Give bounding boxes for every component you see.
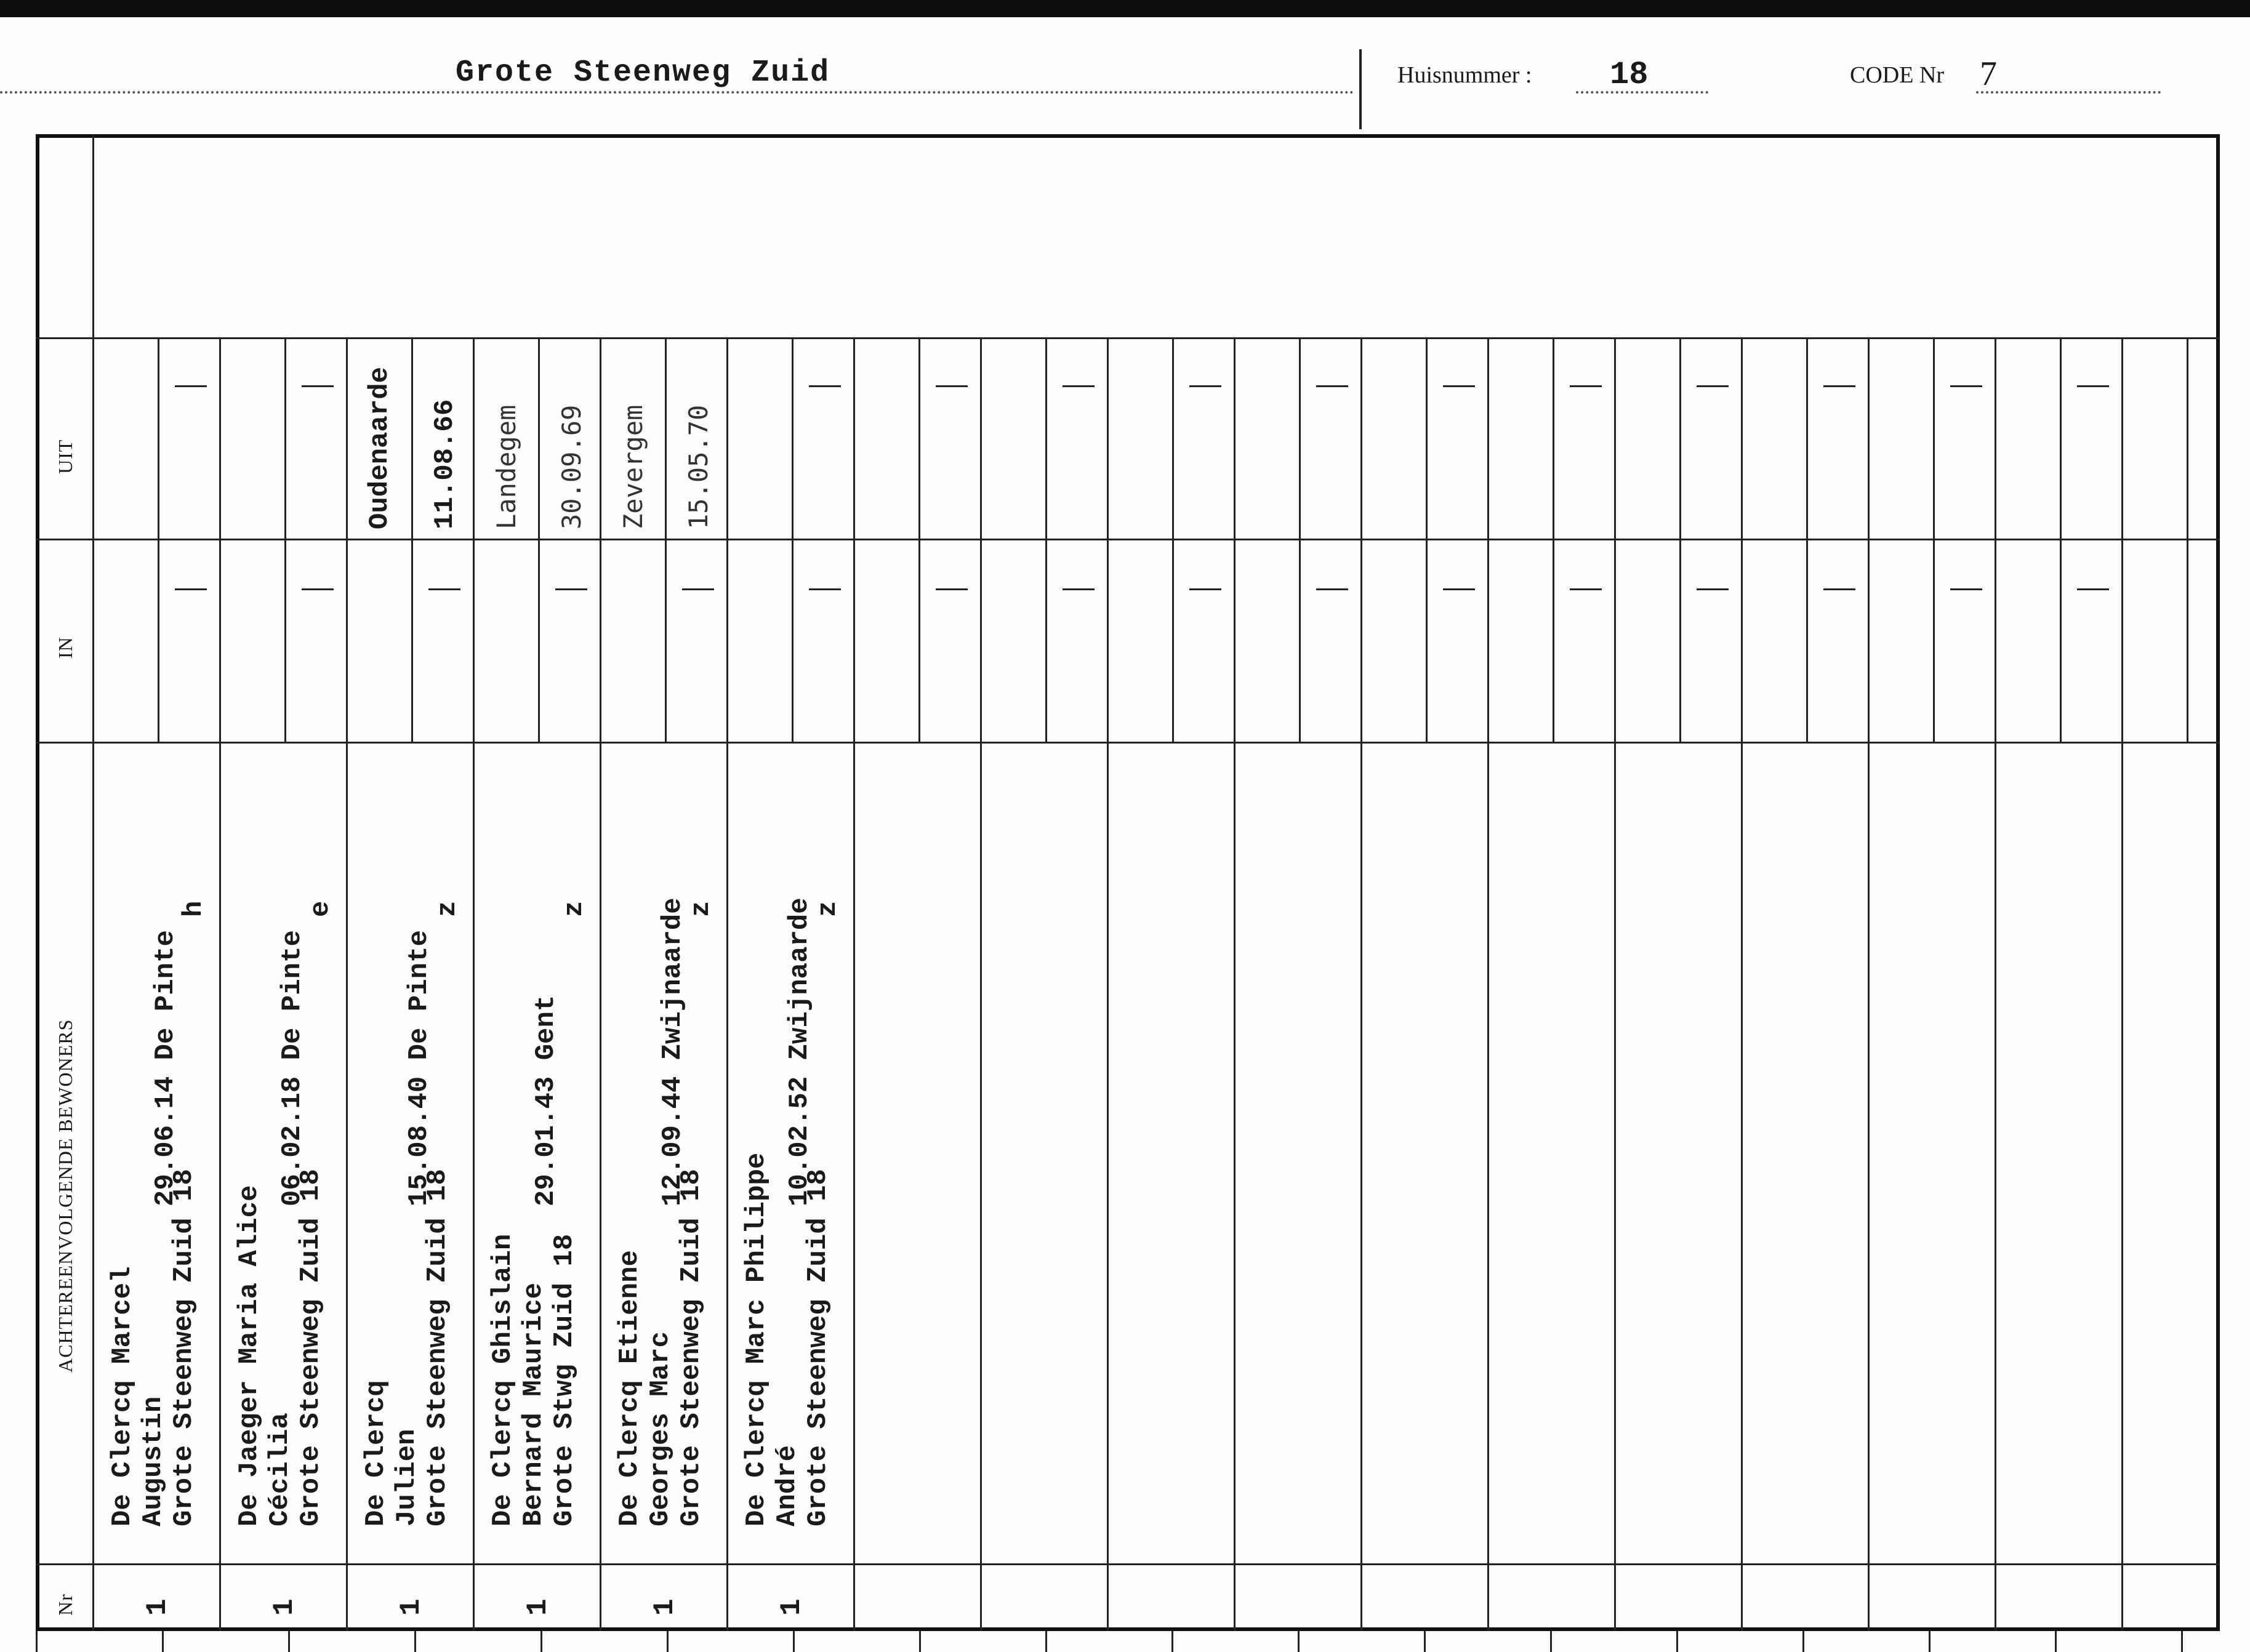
grid-subcolumn-rule — [792, 337, 794, 742]
grid-row-rule — [36, 1563, 92, 1565]
resident-mark: z — [686, 900, 717, 917]
bottom-tick — [1550, 1631, 1552, 1652]
grid-row-rule — [36, 539, 92, 540]
resident-mark: z — [559, 900, 590, 917]
uit-place: Oudenaarde — [364, 366, 395, 529]
resident-name-line1: De Clercq Ghislain — [488, 1233, 518, 1526]
row-label-nr: Nr — [54, 1594, 76, 1616]
in-empty-dash — [682, 588, 714, 590]
grid-column-rule — [1868, 337, 1870, 1631]
resident-birth: 29.06.14 De Pinte — [150, 930, 181, 1206]
in-empty-dash — [1697, 588, 1729, 590]
grid-subcolumn-rule — [538, 337, 540, 742]
grid-column-rule — [473, 337, 475, 1631]
grid-column-rule — [1741, 337, 1743, 1631]
uit-empty-dash — [1823, 385, 1855, 387]
grid-subcolumn-rule — [1045, 337, 1047, 742]
resident-address: Grote Steenweg Zuid 18 — [676, 1169, 707, 1526]
uit-place: Landegem — [491, 404, 521, 529]
uit-empty-dash — [809, 385, 841, 387]
resident-name-line2: Bernard Maurice — [518, 1282, 549, 1526]
in-empty-dash — [936, 588, 968, 590]
resident-address: Grote Steenweg Zuid 18 — [422, 1169, 453, 1526]
resident-name-line2: Cécilia — [265, 1413, 295, 1526]
grid-column-rule — [1107, 337, 1109, 1631]
resident-name-line2: Augustin — [138, 1396, 169, 1526]
resident-name-line1: De Clercq Marc Philippe — [741, 1152, 772, 1526]
bottom-tick — [540, 1631, 542, 1652]
bottom-tick — [1171, 1631, 1173, 1652]
resident-nr: 1 — [395, 1598, 427, 1616]
bottom-tick — [162, 1631, 164, 1652]
uit-empty-dash — [1189, 385, 1221, 387]
in-empty-dash — [175, 588, 207, 590]
grid-subcolumn-rule — [2187, 337, 2188, 742]
grid-row-rule — [36, 337, 92, 339]
grid-column-rule — [219, 337, 221, 1631]
resident-nr: 1 — [522, 1598, 554, 1616]
grid-column-rule — [1995, 337, 1996, 1631]
grid-subcolumn-rule — [1299, 337, 1301, 742]
grid-subcolumn-rule — [1172, 337, 1174, 742]
resident-name-line2: André — [772, 1445, 803, 1526]
grid-subcolumn-rule — [918, 337, 920, 742]
bottom-tick — [1676, 1631, 1678, 1652]
resident-address: Grote Steenweg Zuid 18 — [803, 1169, 834, 1526]
grid-column-rule — [1614, 337, 1616, 1631]
bottom-tick — [667, 1631, 669, 1652]
grid-column-rule — [980, 337, 982, 1631]
bottom-tick — [1298, 1631, 1300, 1652]
grid-column-rule — [2121, 337, 2123, 1631]
row-label-uit: UIT — [54, 439, 76, 474]
resident-name-line1: De Clercq — [361, 1380, 392, 1526]
grid-subcolumn-rule — [284, 337, 286, 742]
bottom-tick — [288, 1631, 290, 1652]
resident-address: Grote Steenweg Zuid 18 — [169, 1169, 199, 1526]
bottom-tick — [1045, 1631, 1047, 1652]
in-empty-dash — [2077, 588, 2109, 590]
resident-name-line1: De Clercq Etienne — [614, 1250, 645, 1526]
grid-subcolumn-rule — [1426, 337, 1428, 742]
grid-subcolumn-rule — [1553, 337, 1554, 742]
resident-birth: 06.02.18 De Pinte — [277, 930, 308, 1206]
grid-subcolumn-rule — [1679, 337, 1681, 742]
grid-column-rule — [726, 337, 728, 1631]
uit-date: 11.08.66 — [430, 399, 460, 529]
uit-place: Zevergem — [618, 404, 648, 529]
resident-nr: 1 — [776, 1598, 808, 1616]
resident-mark: e — [305, 900, 336, 917]
code-number: 7 — [1980, 55, 1997, 93]
uit-empty-dash — [1950, 385, 1982, 387]
uit-empty-dash — [175, 385, 207, 387]
grid-column-rule — [600, 337, 601, 1631]
street-dotted-line — [0, 91, 1354, 94]
in-empty-dash — [302, 588, 334, 590]
uit-empty-dash — [2077, 385, 2109, 387]
in-empty-dash — [555, 588, 587, 590]
house-number-label: Huisnummer : — [1397, 62, 1532, 88]
code-label: CODE Nr — [1850, 62, 1945, 88]
in-empty-dash — [428, 588, 460, 590]
resident-address: Grote Stwg Zuid 18 — [549, 1233, 580, 1526]
in-empty-dash — [1316, 588, 1348, 590]
grid-subcolumn-rule — [1933, 337, 1935, 742]
row-label-in: IN — [54, 636, 76, 659]
bottom-tick — [1802, 1631, 1804, 1652]
house-number-value: 18 — [1610, 57, 1649, 93]
in-empty-dash — [1063, 588, 1095, 590]
header-separator — [1359, 49, 1362, 129]
bottom-tick — [2181, 1631, 2183, 1652]
grid-row-rule — [92, 742, 2220, 744]
grid-subcolumn-rule — [665, 337, 667, 742]
grid-subcolumn-rule — [411, 337, 413, 742]
in-empty-dash — [1950, 588, 1982, 590]
bottom-tick — [1424, 1631, 1426, 1652]
resident-name-line2: Julien — [392, 1429, 422, 1526]
resident-birth: 15.08.40 De Pinte — [404, 930, 435, 1206]
resident-name-line1: De Clercq Marcel — [107, 1266, 138, 1526]
in-empty-dash — [1823, 588, 1855, 590]
uit-empty-dash — [302, 385, 334, 387]
resident-birth: 10.02.52 Zwijnaarde — [784, 897, 815, 1206]
uit-empty-dash — [936, 385, 968, 387]
resident-nr: 1 — [649, 1598, 681, 1616]
resident-mark: h — [179, 900, 209, 917]
resident-address: Grote Steenweg Zuid 18 — [295, 1169, 326, 1526]
bottom-tick — [2055, 1631, 2057, 1652]
grid-column-rule — [1360, 337, 1362, 1631]
resident-birth: 12.09.44 Zwijnaarde — [657, 897, 688, 1206]
resident-nr: 1 — [142, 1598, 174, 1616]
code-dotted-line — [1976, 91, 2161, 94]
bottom-tick — [36, 1631, 38, 1652]
resident-name-line1: De Jaeger Maria Alice — [234, 1185, 265, 1526]
grid-column-rule — [1234, 337, 1235, 1631]
uit-date: 15.05.70 — [683, 404, 713, 529]
row-label-residents: ACHTEREENVOLGENDE BEWONERS — [54, 1019, 76, 1373]
grid-row-rule — [92, 1563, 2220, 1565]
resident-birth: 29.01.43 Gent — [531, 995, 561, 1206]
grid-subcolumn-rule — [2060, 337, 2062, 742]
in-empty-dash — [1189, 588, 1221, 590]
bottom-tick — [793, 1631, 795, 1652]
resident-name-line2: Georges Marc — [645, 1331, 676, 1526]
grid-column-rule — [346, 337, 348, 1631]
bottom-tick — [414, 1631, 416, 1652]
in-empty-dash — [809, 588, 841, 590]
grid-column-rule — [853, 337, 855, 1631]
top-black-border — [0, 0, 2250, 17]
grid-column-rule — [1487, 337, 1489, 1631]
resident-nr: 1 — [268, 1598, 300, 1616]
uit-empty-dash — [1697, 385, 1729, 387]
resident-mark: z — [813, 900, 843, 917]
uit-empty-dash — [1443, 385, 1475, 387]
uit-empty-dash — [1063, 385, 1095, 387]
label-column-separator — [92, 134, 94, 1631]
grid-row-rule — [36, 742, 92, 744]
uit-empty-dash — [1316, 385, 1348, 387]
grid-subcolumn-rule — [158, 337, 159, 742]
uit-date: 30.09.69 — [556, 404, 587, 529]
in-empty-dash — [1570, 588, 1602, 590]
resident-mark: z — [432, 900, 463, 917]
bottom-tick — [919, 1631, 921, 1652]
in-empty-dash — [1443, 588, 1475, 590]
grid-subcolumn-rule — [1806, 337, 1808, 742]
bottom-tick — [1929, 1631, 1931, 1652]
uit-empty-dash — [1570, 385, 1602, 387]
street-name: Grote Steenweg Zuid — [456, 55, 830, 90]
